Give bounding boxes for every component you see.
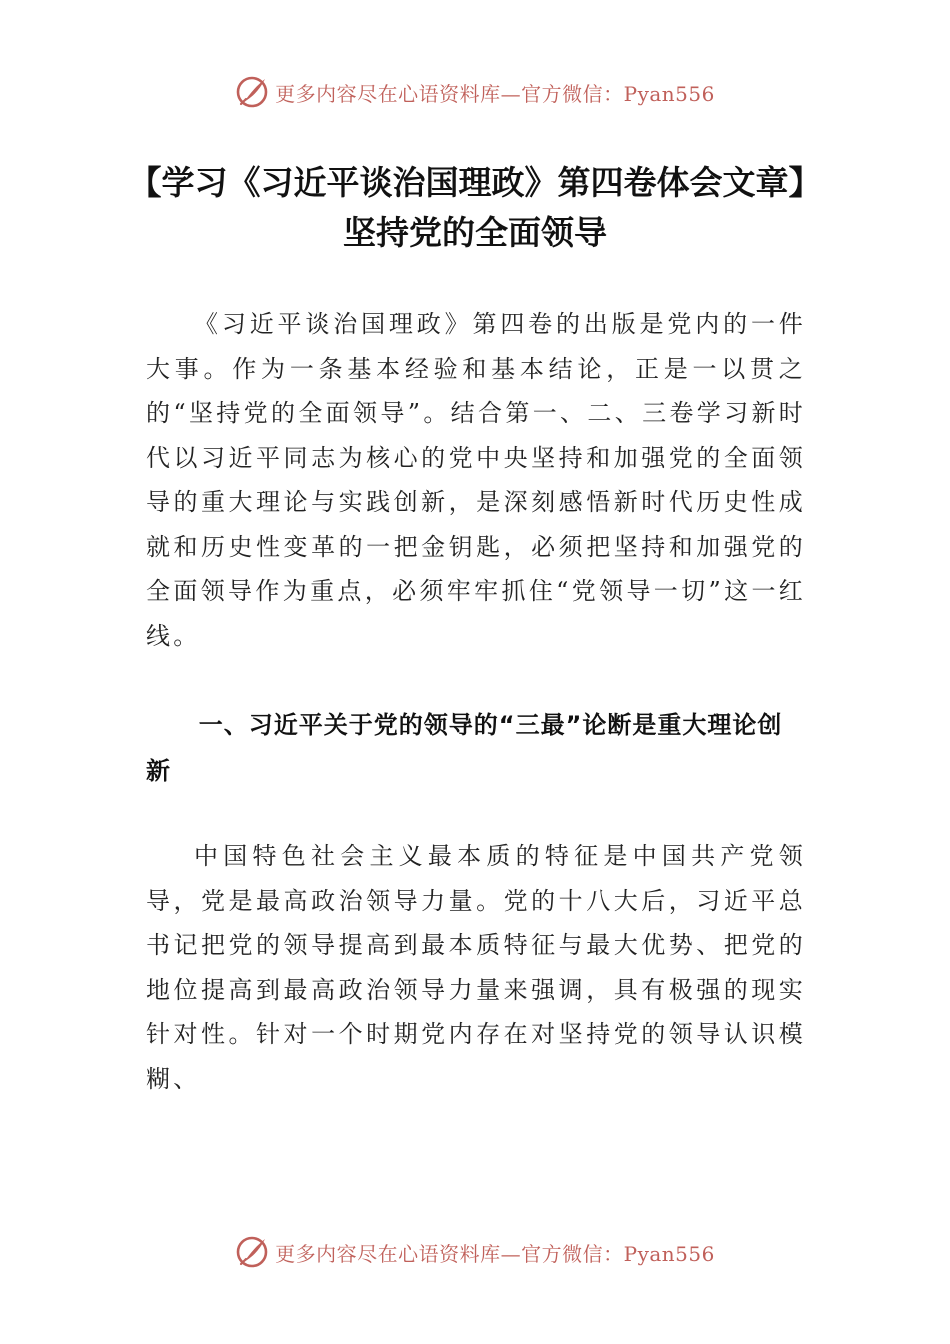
footer-watermark-text: 更多内容尽在心语资料库—官方微信：Pyan556 (275, 1241, 715, 1266)
quill-pen-circle-icon (235, 1235, 269, 1269)
header-watermark-text: 更多内容尽在心语资料库—官方微信：Pyan556 (275, 81, 715, 106)
intro-paragraph: 《习近平谈治国理政》第四卷的出版是党内的一件大事。作为一条基本经验和基本结论，正是一以贯之的“坚持党的全面领导”。结合第一、二、三卷学习新时代以习近平同志为核心的党中央坚持和加强党的全面领导的重大理论与实践创新，是深刻感悟新时代历史性成就和历史性变革的一把金钥匙，必须把坚持和加强党的全面领导作为重点，必须牢牢抓住“党领导一切”这一红线。 (146, 310, 806, 650)
section-1-heading: 一、习近平关于党的领导的“三最”论断是重大理论创新 (146, 711, 783, 785)
header-watermark-banner (0, 70, 950, 114)
document-title: 【学习《习近平谈治国理政》第四卷体会文章】坚持党的全面领导 (128, 163, 822, 252)
section-1-paragraph: 中国特色社会主义最本质的特征是中国共产党领导，党是最高政治领导力量。党的十八大后，习近平总书记把党的领导提高到最本质特征与最大优势、把党的地位提高到最高政治领导力量来强调，具有极强的现实针对性。针对一个时期党内存在对坚持党的领导认识模糊、 (146, 842, 806, 1093)
quill-pen-circle-icon (235, 75, 269, 109)
footer-watermark-banner (0, 1230, 950, 1274)
